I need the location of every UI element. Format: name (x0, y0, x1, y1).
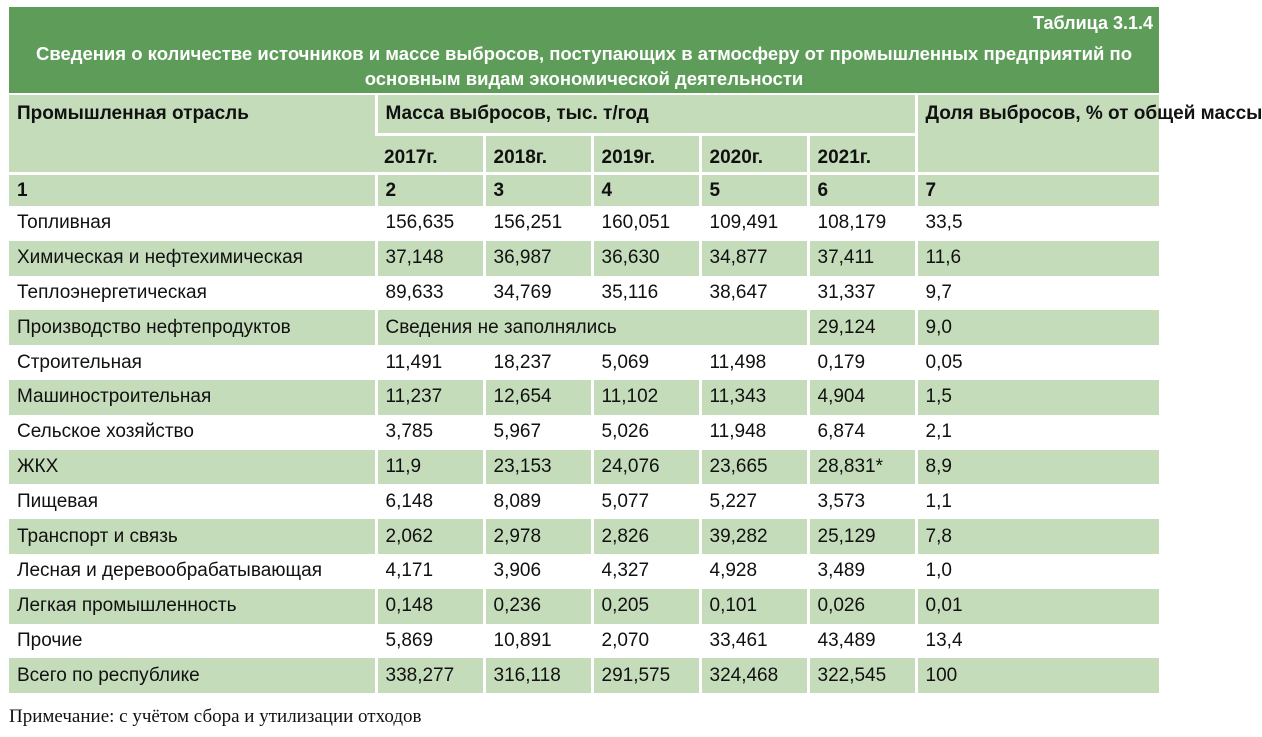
value-2017: 11,491 (376, 345, 484, 380)
share-value: 1,5 (916, 380, 1159, 415)
value-2018: 2,978 (484, 519, 592, 554)
industry-name: Сельское хозяйство (9, 415, 376, 450)
value-2019: 35,116 (592, 276, 700, 311)
value-2021: 28,831* (808, 450, 916, 485)
industry-name: Прочие (9, 624, 376, 659)
value-2020: 38,647 (700, 276, 808, 311)
column-number: 2 (376, 174, 484, 207)
value-2019: 4,327 (592, 554, 700, 589)
value-2019: 5,077 (592, 484, 700, 519)
industry-name: Химическая и нефтехимическая (9, 241, 376, 276)
header-year-2021: 2021г. (808, 135, 916, 174)
value-2019: 24,076 (592, 450, 700, 485)
value-2020: 324,468 (700, 658, 808, 693)
column-number: 4 (592, 174, 700, 207)
value-2021: 4,904 (808, 380, 916, 415)
value-2021: 0,179 (808, 345, 916, 380)
emissions-table (9, 95, 1262, 693)
value-2021: 25,129 (808, 519, 916, 554)
value-2019: 5,026 (592, 415, 700, 450)
share-value: 1,0 (916, 554, 1159, 589)
value-2021: 0,026 (808, 589, 916, 624)
value-2017: 0,148 (376, 589, 484, 624)
header-year-2018: 2018г. (484, 135, 592, 174)
value-2019: 5,069 (592, 345, 700, 380)
table-row (9, 415, 1159, 450)
share-value: 13,4 (916, 624, 1159, 659)
industry-name: Строительная (9, 345, 376, 380)
value-2019: 2,070 (592, 624, 700, 659)
share-value: 9,7 (916, 276, 1159, 311)
column-number: 1 (9, 174, 376, 207)
table-title-banner (9, 7, 1159, 93)
table-row (9, 310, 1159, 345)
industry-name: Топливная (9, 206, 376, 241)
table-footnote: Примечание: с учётом сбора и утилизации отходов (9, 706, 422, 727)
table-row (9, 450, 1159, 485)
value-2019: 2,826 (592, 519, 700, 554)
table-row (9, 519, 1159, 554)
share-value: 7,8 (916, 519, 1159, 554)
value-2021: 43,489 (808, 624, 916, 659)
share-value: 8,9 (916, 450, 1159, 485)
value-2019: 11,102 (592, 380, 700, 415)
industry-name: Лесная и деревообрабатывающая (9, 554, 376, 589)
value-2018: 316,118 (484, 658, 592, 693)
table-row (9, 380, 1159, 415)
table-row (9, 206, 1159, 241)
column-number: 6 (808, 174, 916, 207)
header-share: Доля выбросов, % от общей массы (916, 95, 1159, 174)
header-year-2019: 2019г. (592, 135, 700, 174)
value-2017: 4,171 (376, 554, 484, 589)
value-2018: 18,237 (484, 345, 592, 380)
table-number-label: Таблица 3.1.4 (1032, 13, 1153, 33)
value-2020: 11,498 (700, 345, 808, 380)
share-value: 0,01 (916, 589, 1159, 624)
value-2021: 6,874 (808, 415, 916, 450)
share-value: 1,1 (916, 484, 1159, 519)
table-row (9, 589, 1159, 624)
industry-name: Всего по республике (9, 658, 376, 693)
column-number: 7 (916, 174, 1159, 207)
industry-name: Машиностроительная (9, 380, 376, 415)
table-row (9, 276, 1159, 311)
column-number: 5 (700, 174, 808, 207)
table-row (9, 554, 1159, 589)
value-2020: 109,491 (700, 206, 808, 241)
value-2019: 291,575 (592, 658, 700, 693)
industry-name: Производство нефтепродуктов (9, 310, 376, 345)
value-2021: 108,179 (808, 206, 916, 241)
value-2020: 5,227 (700, 484, 808, 519)
table-title: Сведения о количестве источников и массе выбросов, поступающих в атмосферу от промышленных предприятий по основным видам экономической деятельности (35, 43, 1133, 89)
value-2018: 23,153 (484, 450, 592, 485)
industry-name: Пищевая (9, 484, 376, 519)
value-2017: 3,785 (376, 415, 484, 450)
value-2018: 12,654 (484, 380, 592, 415)
header-year-2020: 2020г. (700, 135, 808, 174)
value-2020: 39,282 (700, 519, 808, 554)
header-mass-group: Масса выбросов, тыс. т/год (376, 95, 916, 135)
value-2017: 5,869 (376, 624, 484, 659)
header-year-2017: 2017г. (376, 135, 484, 174)
value-2018: 36,987 (484, 241, 592, 276)
share-value: 11,6 (916, 241, 1159, 276)
table-row-total (9, 658, 1159, 693)
value-2020: 34,877 (700, 241, 808, 276)
value-2017: 156,635 (376, 206, 484, 241)
column-number: 3 (484, 174, 592, 207)
value-2020: 33,461 (700, 624, 808, 659)
value-2021: 31,337 (808, 276, 916, 311)
value-2021: 37,411 (808, 241, 916, 276)
table-row (9, 624, 1159, 659)
value-2018: 156,251 (484, 206, 592, 241)
value-2018: 34,769 (484, 276, 592, 311)
table-row (9, 241, 1159, 276)
value-2021: 29,124 (808, 310, 916, 345)
table-row (9, 484, 1159, 519)
value-2021: 3,489 (808, 554, 916, 589)
value-2017: 11,237 (376, 380, 484, 415)
value-2018: 3,906 (484, 554, 592, 589)
value-2017: 2,062 (376, 519, 484, 554)
value-2017: 89,633 (376, 276, 484, 311)
value-2019: 36,630 (592, 241, 700, 276)
value-2021: 3,573 (808, 484, 916, 519)
value-2020: 4,928 (700, 554, 808, 589)
share-value: 33,5 (916, 206, 1159, 241)
value-2019: 0,205 (592, 589, 700, 624)
share-value: 100 (916, 658, 1159, 693)
value-2019: 160,051 (592, 206, 700, 241)
industry-name: Теплоэнергетическая (9, 276, 376, 311)
table-row (9, 345, 1159, 380)
value-2017: 11,9 (376, 450, 484, 485)
value-2020: 0,101 (700, 589, 808, 624)
value-2018: 10,891 (484, 624, 592, 659)
value-2017: 6,148 (376, 484, 484, 519)
value-2017: 37,148 (376, 241, 484, 276)
header-industry: Промышленная отрасль (9, 95, 376, 174)
value-2017: 338,277 (376, 658, 484, 693)
share-value: 2,1 (916, 415, 1159, 450)
value-2018: 0,236 (484, 589, 592, 624)
industry-name: Транспорт и связь (9, 519, 376, 554)
merged-note: Сведения не заполнялись (376, 310, 808, 345)
value-2020: 23,665 (700, 450, 808, 485)
value-2021: 322,545 (808, 658, 916, 693)
industry-name: Легкая промышленность (9, 589, 376, 624)
share-value: 0,05 (916, 345, 1159, 380)
value-2018: 5,967 (484, 415, 592, 450)
industry-name: ЖКХ (9, 450, 376, 485)
value-2020: 11,948 (700, 415, 808, 450)
share-value: 9,0 (916, 310, 1159, 345)
value-2018: 8,089 (484, 484, 592, 519)
value-2020: 11,343 (700, 380, 808, 415)
